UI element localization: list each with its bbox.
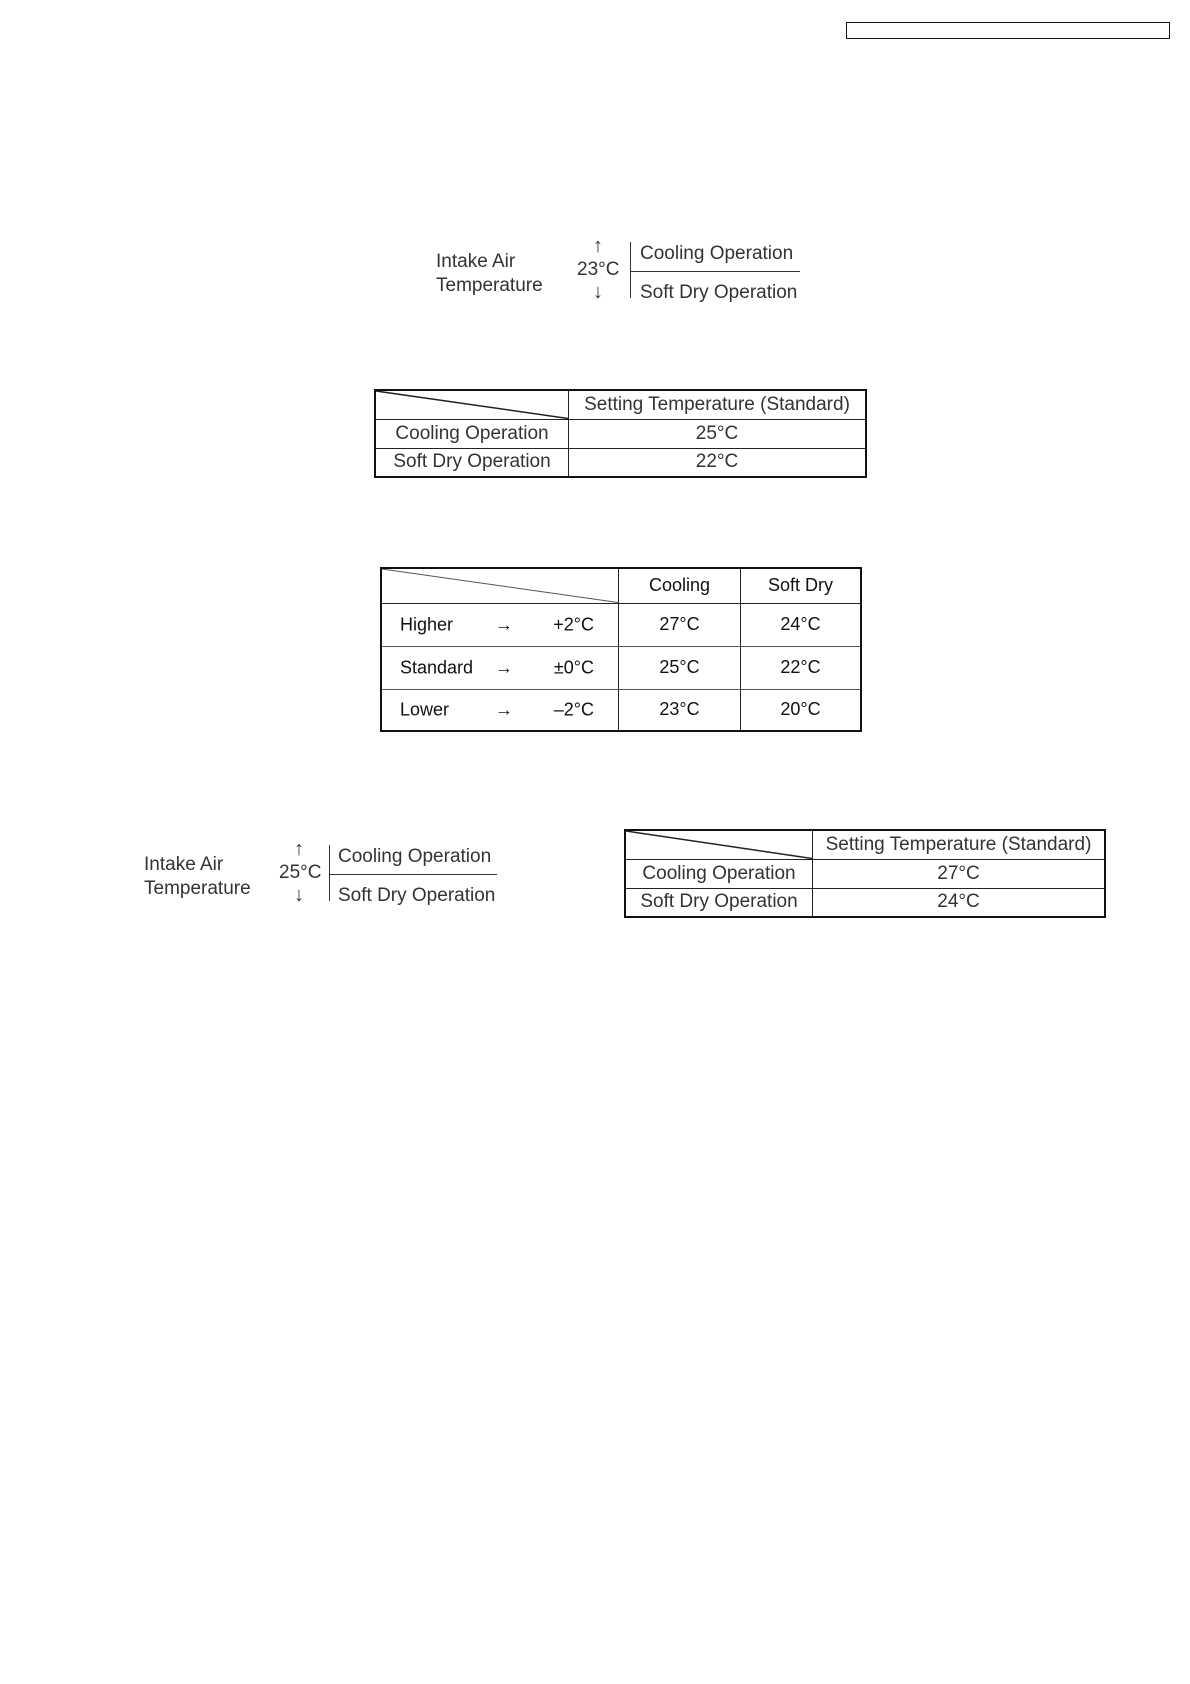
header-box	[846, 22, 1170, 39]
arrow-up-icon: ↑	[593, 235, 603, 257]
diagonal-header-cell	[375, 390, 569, 419]
cooling-value: 23°C	[619, 689, 741, 731]
value-cell: 24°C	[813, 888, 1106, 917]
arrow-right-icon: →	[495, 614, 513, 634]
row-name: Lower	[400, 699, 450, 720]
arrow-up-icon: ↑	[294, 838, 304, 860]
column-header-cooling: Cooling	[619, 568, 741, 603]
standard-setting-table-2	[624, 829, 1106, 918]
diagonal-header-cell	[381, 568, 619, 603]
cooling-value: 25°C	[619, 646, 741, 689]
threshold-temperature: 25°C	[279, 862, 322, 883]
intake-label	[436, 250, 543, 298]
threshold-temperature: 23°C	[577, 259, 620, 280]
arrow-down-icon: ↓	[593, 281, 603, 303]
lower-mode-label: Soft Dry Operation	[640, 282, 798, 303]
lower-mode-label: Soft Dry Operation	[338, 885, 496, 906]
row-label-standard	[381, 646, 619, 689]
row-delta: +2°C	[553, 614, 594, 634]
soft-dry-value: 20°C	[741, 689, 862, 731]
intake-air-diagram-2	[144, 839, 514, 909]
soft-dry-value: 22°C	[741, 646, 862, 689]
intake-label-line1: Intake Air	[436, 251, 516, 272]
row-delta: –2°C	[553, 699, 594, 720]
mode-cell: Soft Dry Operation	[625, 888, 813, 917]
diagonal-header-cell	[625, 830, 813, 859]
value-cell: 27°C	[813, 859, 1106, 888]
intake-label-line1: Intake Air	[144, 854, 224, 875]
intake-label-line2: Temperature	[436, 275, 543, 296]
row-label-higher	[381, 603, 619, 646]
intake-label-line2: Temperature	[144, 878, 251, 899]
mode-cell: Cooling Operation	[625, 859, 813, 888]
intake-air-diagram-1	[436, 236, 806, 306]
divider-line	[630, 271, 800, 272]
standard-setting-table-1	[374, 389, 867, 478]
upper-mode-label: Cooling Operation	[338, 846, 492, 867]
mode-cell: Soft Dry Operation	[375, 448, 569, 477]
bracket-vertical-line	[630, 242, 631, 298]
value-cell: 22°C	[569, 448, 867, 477]
column-header-soft-dry: Soft Dry	[741, 568, 862, 603]
bracket-vertical-line	[329, 845, 330, 901]
setting-temperature-header: Setting Temperature (Standard)	[813, 830, 1106, 859]
value-cell: 25°C	[569, 419, 867, 448]
mode-cell: Cooling Operation	[375, 419, 569, 448]
arrow-right-icon: →	[495, 699, 513, 720]
temperature-adjustment-table	[380, 567, 862, 732]
row-name: Higher	[400, 614, 454, 634]
upper-mode-label: Cooling Operation	[640, 243, 794, 264]
arrow-right-icon: →	[495, 657, 513, 677]
setting-temperature-header: Setting Temperature (Standard)	[569, 390, 867, 419]
divider-line	[329, 874, 497, 875]
row-label-lower	[381, 689, 619, 731]
row-delta: ±0°C	[553, 657, 594, 677]
intake-label	[144, 853, 251, 901]
cooling-value: 27°C	[619, 603, 741, 646]
arrow-down-icon: ↓	[294, 884, 304, 906]
soft-dry-value: 24°C	[741, 603, 862, 646]
row-name: Standard	[400, 657, 474, 677]
